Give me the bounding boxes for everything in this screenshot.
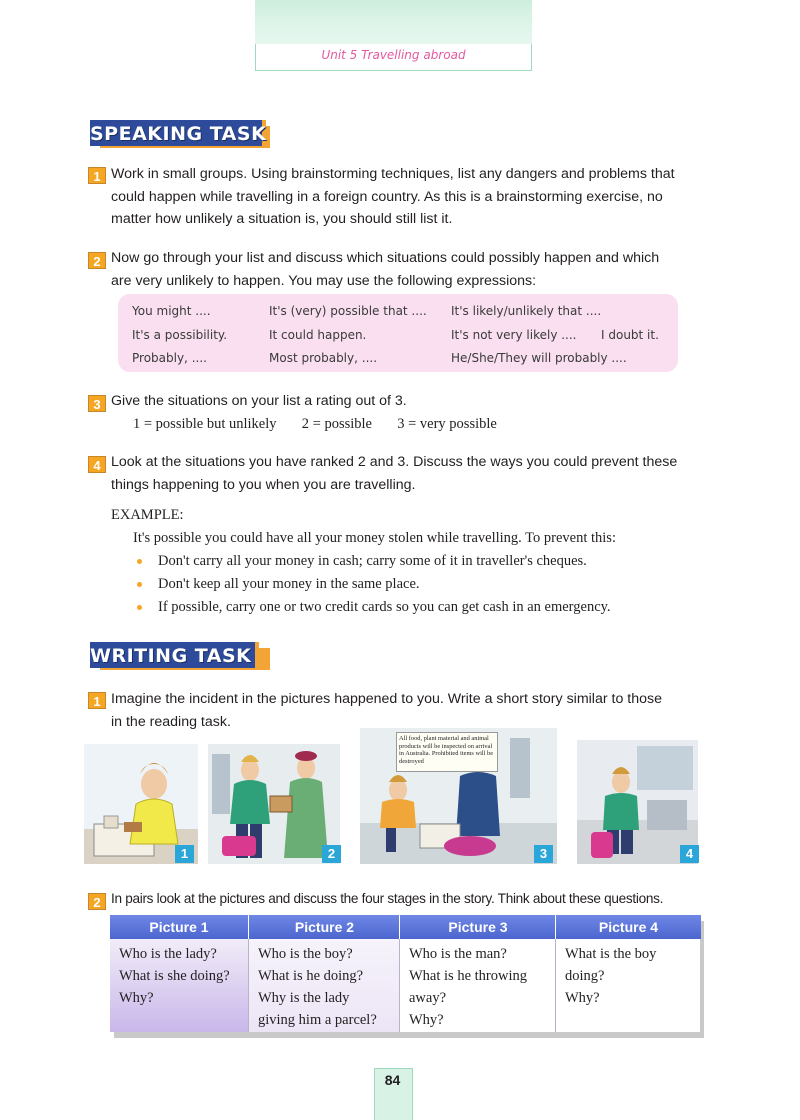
speaking-task-banner — [90, 120, 270, 150]
example-bullet-1: Don't carry all your money in cash; carry some of it in traveller's cheques. — [158, 553, 587, 569]
customs-notice: All food, plant material and animal products will be inspected on arrival in Australia. Prohibited items will be destroyed — [396, 732, 498, 772]
speaking-item-4: Look at the situations you have ranked 2 and 3. Discuss the ways you could prevent these things happening to you when you are travelling. — [111, 454, 678, 493]
table-cell-picture-2: Who is the boy? What is he doing? Why is the lady giving him a parcel? — [248, 939, 399, 1032]
page-number: 84 — [384, 1072, 401, 1088]
rating-scale: 1 = possible but unlikely 2 = possible 3 = very possible — [133, 416, 497, 432]
lady-giving-parcel-illustration — [208, 744, 340, 864]
bullet-icon — [137, 559, 142, 564]
item-number-1: 1 — [88, 692, 106, 709]
writing-task-banner — [90, 642, 270, 672]
picture-questions-table — [110, 915, 700, 1032]
writing-task-title: WRITING TASK — [90, 645, 252, 667]
bullet-icon — [137, 605, 142, 610]
table-header-picture-2: Picture 2 — [248, 915, 400, 939]
speaking-item-2: Now go through your list and discuss which situations could possibly happen and which are very unlikely to happen. You may use the following expressions: — [111, 250, 660, 289]
header-band — [255, 0, 532, 44]
picture-2 — [208, 744, 340, 864]
picture-number-4: 4 — [680, 845, 699, 863]
example-intro: It's possible you could have all your money stolen while travelling. To prevent this: — [133, 530, 616, 546]
writing-item-2: In pairs look at the pictures and discuss the four stages in the story. Think about these questions. — [111, 891, 664, 906]
item-number-2: 2 — [88, 252, 106, 269]
item-number-4: 4 — [88, 456, 106, 473]
writing-item-1: Imagine the incident in the pictures happened to you. Write a short story similar to those in the reading task. — [111, 691, 662, 730]
table-header-picture-3: Picture 3 — [399, 915, 556, 939]
item-number-1: 1 — [88, 167, 106, 184]
bullet-icon — [137, 582, 142, 587]
example-bullet-3: If possible, carry one or two credit cards so you can get cash in an emergency. — [158, 599, 611, 615]
table-header-picture-4: Picture 4 — [555, 915, 701, 939]
item-number-3: 3 — [88, 395, 106, 412]
speaking-task-title: SPEAKING TASK — [90, 123, 267, 145]
table-header-picture-1: Picture 1 — [110, 915, 248, 939]
speaking-item-3: Give the situations on your list a rating out of 3. — [111, 393, 407, 409]
picture-number-1: 1 — [175, 845, 194, 863]
picture-number-2: 2 — [322, 845, 341, 863]
item-number-2: 2 — [88, 893, 106, 910]
picture-number-3: 3 — [534, 845, 553, 863]
table-cell-picture-3: Who is the man? What is he throwing away? Why? — [399, 939, 555, 1032]
example-label: EXAMPLE: — [111, 507, 184, 523]
table-cell-picture-4: What is the boy doing? Why? — [555, 939, 700, 1032]
table-cell-picture-1: Who is the lady? What is she doing? Why? — [110, 939, 248, 1032]
example-bullet-2: Don't keep all your money in the same place. — [158, 576, 420, 592]
expressions-box: You might .... It's (very) possible that .... It's likely/unlikely that .... It's a possibility. It could happen. It's not very likely .... I doubt it. Probably, .... Most probably, .... He/She/They will probably .... — [118, 294, 678, 372]
unit-title: Unit 5 Travelling abroad — [321, 48, 466, 62]
speaking-item-1: Work in small groups. Using brainstorming techniques, list any dangers and problems that could happen while travelling in a foreign country. As this is a brainstorming exercise, no matter how unlikely a situation is, you should still list it. — [111, 166, 675, 227]
